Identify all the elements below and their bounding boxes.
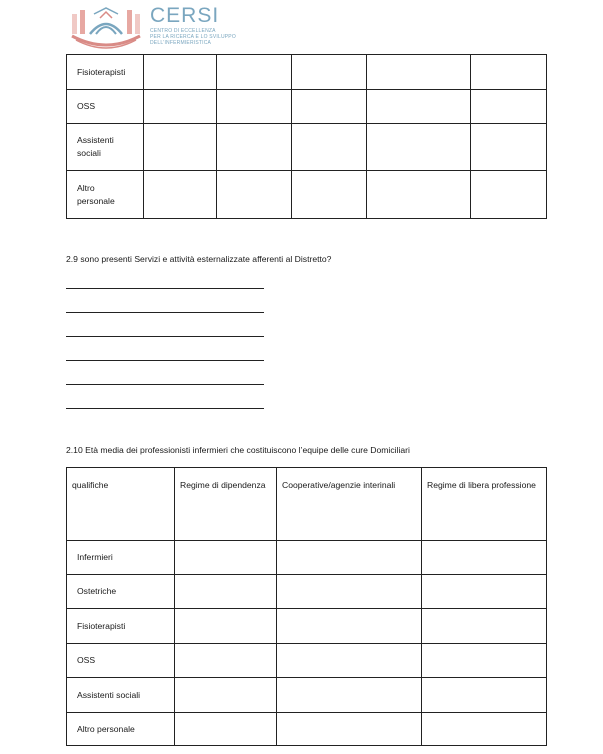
input-cell[interactable]: [277, 713, 422, 746]
input-cell[interactable]: [367, 171, 471, 219]
cersi-emblem-icon: [66, 4, 146, 50]
column-header: qualifiche: [67, 468, 175, 541]
input-cell[interactable]: [292, 124, 367, 171]
input-cell[interactable]: [367, 55, 471, 90]
column-header: Regime di dipendenza: [175, 468, 277, 541]
input-cell[interactable]: [277, 609, 422, 644]
input-cell[interactable]: [144, 124, 217, 171]
input-cell[interactable]: [144, 171, 217, 219]
row-label: Altro personale: [67, 171, 144, 219]
row-label: Assistenti sociali: [67, 124, 144, 171]
input-cell[interactable]: [277, 678, 422, 713]
answer-line[interactable]: [66, 288, 264, 289]
table-row: [67, 171, 547, 219]
input-cell[interactable]: [422, 609, 547, 644]
input-cell[interactable]: [422, 575, 547, 609]
input-cell[interactable]: [277, 644, 422, 678]
row-label: Infermieri: [67, 541, 175, 575]
row-label: OSS: [67, 644, 175, 678]
input-cell[interactable]: [175, 678, 277, 713]
column-header: Regime di libera professione: [422, 468, 547, 541]
input-cell[interactable]: [175, 644, 277, 678]
input-cell[interactable]: [422, 644, 547, 678]
table-row: [67, 678, 547, 713]
input-cell[interactable]: [292, 171, 367, 219]
cersi-logo: [66, 4, 236, 50]
table-row: [67, 575, 547, 609]
input-cell[interactable]: [144, 55, 217, 90]
input-cell[interactable]: [217, 90, 292, 124]
answer-line[interactable]: [66, 360, 264, 361]
answer-line[interactable]: [66, 336, 264, 337]
logo-name: CERSI: [150, 4, 220, 27]
table-row: [67, 541, 547, 575]
row-label: Fisioterapisti: [67, 609, 175, 644]
table-row: [67, 124, 547, 171]
answer-line[interactable]: [66, 384, 264, 385]
logo-line2: PER LA RICERCA E LO SVILUPPO: [150, 34, 236, 40]
column-header: Cooperative/agenzie interinali: [277, 468, 422, 541]
input-cell[interactable]: [367, 124, 471, 171]
answer-line[interactable]: [66, 312, 264, 313]
row-label: Fisioterapisti: [67, 55, 144, 90]
logo-line3: DELL'INFERMIERISTICA: [150, 40, 212, 46]
input-cell[interactable]: [292, 55, 367, 90]
logo-line1: CENTRO DI ECCELLENZA: [150, 28, 216, 34]
input-cell[interactable]: [217, 124, 292, 171]
input-cell[interactable]: [144, 90, 217, 124]
row-label: Assistenti sociali: [67, 678, 175, 713]
age-table: [66, 467, 547, 746]
table-row: [67, 713, 547, 746]
input-cell[interactable]: [422, 678, 547, 713]
input-cell[interactable]: [217, 171, 292, 219]
table-row: [67, 90, 547, 124]
input-cell[interactable]: [367, 90, 471, 124]
input-cell[interactable]: [471, 90, 547, 124]
row-label: OSS: [67, 90, 144, 124]
input-cell[interactable]: [292, 90, 367, 124]
input-cell[interactable]: [277, 541, 422, 575]
input-cell[interactable]: [175, 713, 277, 746]
table-header-row: [67, 468, 547, 541]
row-label: Ostetriche: [67, 575, 175, 609]
question-2-10: 2.10 Età media dei professionisti infermieri che costituiscono l’equipe delle cure Domiciliari: [66, 445, 410, 455]
input-cell[interactable]: [175, 541, 277, 575]
input-cell[interactable]: [175, 575, 277, 609]
input-cell[interactable]: [471, 55, 547, 90]
input-cell[interactable]: [422, 541, 547, 575]
input-cell[interactable]: [217, 55, 292, 90]
input-cell[interactable]: [422, 713, 547, 746]
input-cell[interactable]: [277, 575, 422, 609]
staff-table-top: [66, 54, 547, 219]
logo-wordmark: [150, 4, 236, 46]
input-cell[interactable]: [175, 609, 277, 644]
question-2-9: 2.9 sono presenti Servizi e attività esternalizzate afferenti al Distretto?: [66, 254, 332, 264]
table-row: [67, 609, 547, 644]
answer-line[interactable]: [66, 408, 264, 409]
input-cell[interactable]: [471, 171, 547, 219]
table-row: [67, 644, 547, 678]
input-cell[interactable]: [471, 124, 547, 171]
row-label: Altro personale: [67, 713, 175, 746]
table-row: [67, 55, 547, 90]
